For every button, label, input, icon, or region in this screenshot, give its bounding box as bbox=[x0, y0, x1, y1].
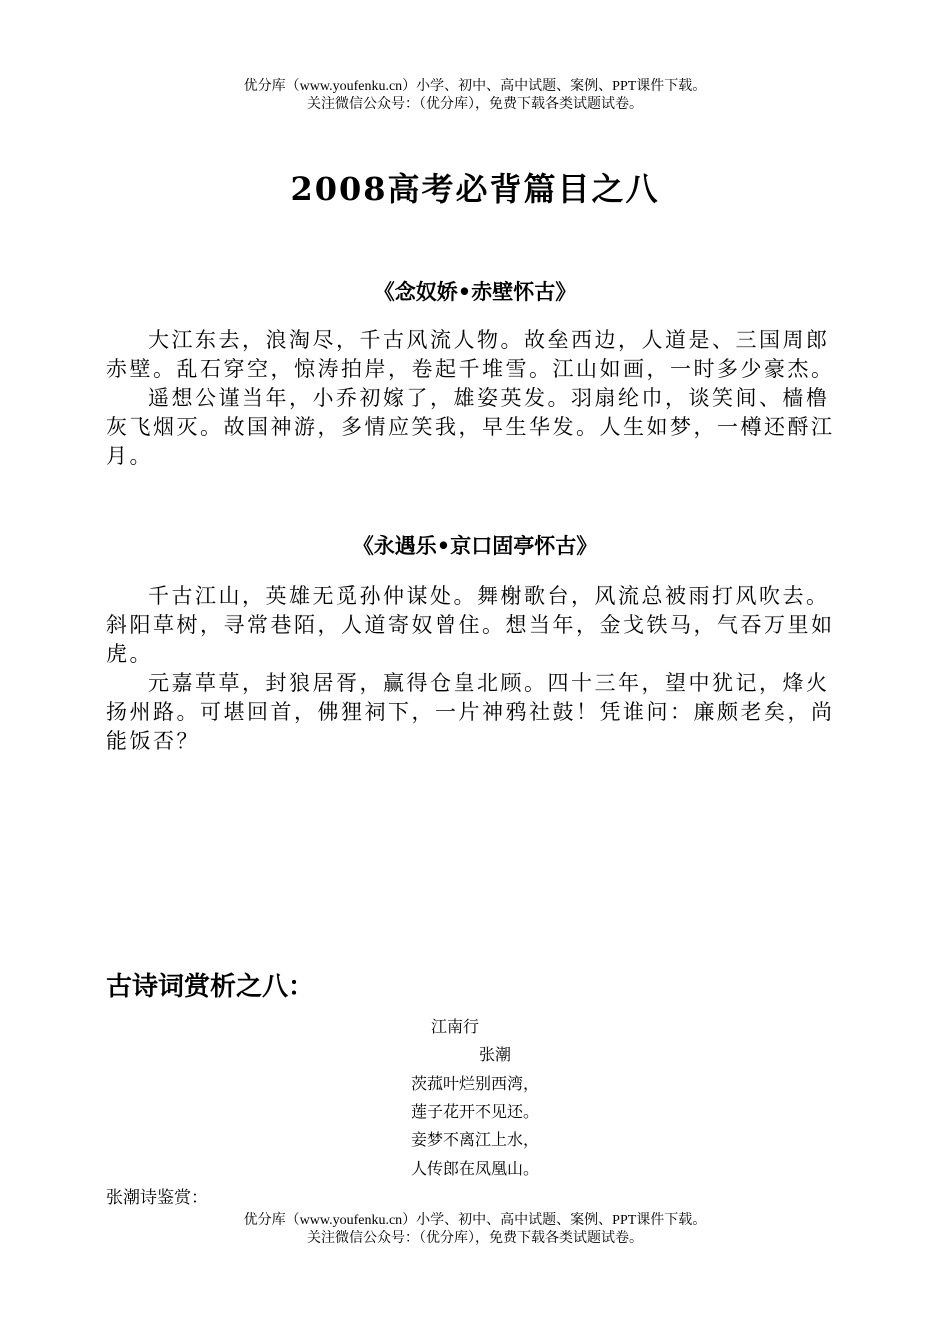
classic-poem-author: 张潮 bbox=[478, 1045, 511, 1064]
classic-poem-line-3: 妾梦不离江上水， bbox=[410, 1130, 539, 1149]
poem2-body bbox=[106, 582, 851, 756]
page-footer bbox=[0, 1212, 950, 1248]
footer-line-1: 优分库（www.youfenku.cn）小学、初中、高中试题、案例、PPT课件下载。 bbox=[243, 1213, 707, 1228]
classic-poem-title: 江南行 bbox=[430, 1017, 479, 1036]
header-line-2: 关注微信公众号：（优分库），免费下载各类试题试卷。 bbox=[307, 97, 643, 112]
classic-poem-line-1: 茨菰叶烂别西湾， bbox=[410, 1074, 539, 1093]
section-heading: 古诗词赏析之八： bbox=[106, 972, 315, 1002]
poem2-paragraph-2: 元嘉草草，封狼居胥，赢得仓皇北顾。四十三年，望中犹记，烽火扬州路。可堪回首，佛狸祠下，一片神鸦社鼓！凭谁问：廉颇老矣，尚能饭否？ bbox=[106, 671, 835, 753]
poem1-title: 《念奴娇•赤壁怀古》 bbox=[373, 279, 577, 304]
poem2-title: 《永遇乐•京口固亭怀古》 bbox=[352, 533, 598, 558]
appreciation-label: 张潮诗鉴赏： bbox=[106, 1188, 208, 1208]
page-title: 2008高考必背篇目之八 bbox=[290, 170, 660, 208]
classic-poem-line-2: 莲子花开不见还。 bbox=[410, 1102, 539, 1121]
classic-poem-line-4: 人传郎在凤凰山。 bbox=[410, 1159, 539, 1178]
footer-line-2: 关注微信公众号：（优分库），免费下载各类试题试卷。 bbox=[307, 1231, 643, 1246]
poem2-paragraph-1: 千古江山，英雄无觅孙仲谋处。舞榭歌台，风流总被雨打风吹去。斜阳草树，寻常巷陌，人道寄奴曾住。想当年，金戈铁马，气吞万里如虎。 bbox=[106, 584, 835, 666]
poem1-paragraph-2: 遥想公谨当年，小乔初嫁了，雄姿英发。羽扇纶巾，谈笑间、樯橹灰飞烟灭。故国神游，多情应笑我，早生华发。人生如梦，一樽还酹江月。 bbox=[106, 386, 835, 468]
poem1-body bbox=[106, 326, 851, 471]
poem1-paragraph-1: 大江东去，浪淘尽，千古风流人物。故垒西边，人道是、三国周郎赤壁。乱石穿空，惊涛拍岸，卷起千堆雪。江山如画，一时多少豪杰。 bbox=[106, 328, 835, 381]
page-header bbox=[0, 78, 950, 114]
header-line-1: 优分库（www.youfenku.cn）小学、初中、高中试题、案例、PPT课件下载。 bbox=[243, 79, 707, 94]
